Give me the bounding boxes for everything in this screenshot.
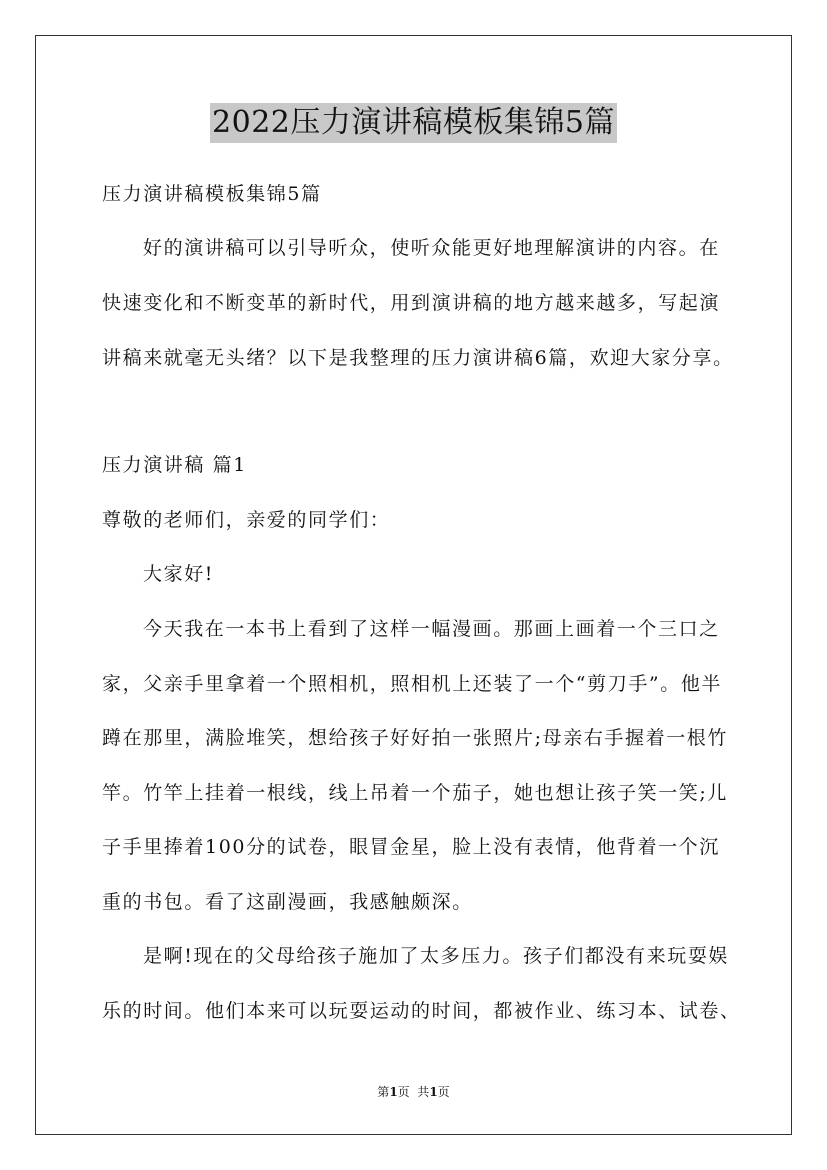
section-heading: 压力演讲稿 篇1 (102, 454, 247, 476)
greeting: 大家好! (143, 563, 215, 585)
footer-page-mid: 页 共 (397, 1085, 430, 1099)
footer-page-prefix: 第 (377, 1085, 390, 1099)
footer-page-current: 1 (389, 1085, 398, 1099)
paragraph-line: 竿。竹竿上挂着一根线，线上吊着一个茄子，她也想让孩子笑一笑;儿 (102, 782, 729, 804)
page-footer (0, 1084, 827, 1100)
footer-page-total: 1 (429, 1085, 438, 1099)
title-container (0, 103, 827, 143)
paragraph-line: 家，父亲手里拿着一个照相机，照相机上还装了一个“剪刀手”。他半 (102, 673, 723, 695)
intro-line: 好的演讲稿可以引导听众，使听众能更好地理解演讲的内容。在 (143, 237, 720, 259)
paragraph-line: 蹲在那里，满脸堆笑，想给孩子好好拍一张照片;母亲右手握着一根竹 (102, 727, 729, 749)
paragraph-line: 子手里捧着100分的试卷，眼冒金星，脸上没有表情，他背着一个沉 (102, 836, 720, 858)
footer-page-suffix: 页 (437, 1085, 450, 1099)
intro-line: 讲稿来就毫无头绪？以下是我整理的压力演讲稿6篇，欢迎大家分享。 (102, 347, 734, 369)
paragraph-line: 重的书包。看了这副漫画，我感触颇深。 (102, 891, 473, 913)
salutation: 尊敬的老师们，亲爱的同学们： (102, 509, 391, 531)
paragraph-line: 乐的时间。他们本来可以玩耍运动的时间，都被作业、练习本、试卷、 (102, 1000, 741, 1022)
intro-line: 快速变化和不断变革的新时代，用到演讲稿的地方越来越多，写起演 (102, 292, 721, 314)
document-subtitle: 压力演讲稿模板集锦5篇 (102, 183, 322, 205)
document-title: 2022压力演讲稿模板集锦5篇 (210, 103, 617, 143)
paragraph-line: 是啊!现在的父母给孩子施加了太多压力。孩子们都没有来玩耍娱 (143, 945, 730, 967)
paragraph-line: 今天我在一本书上看到了这样一幅漫画。那画上画着一个三口之 (143, 618, 720, 640)
